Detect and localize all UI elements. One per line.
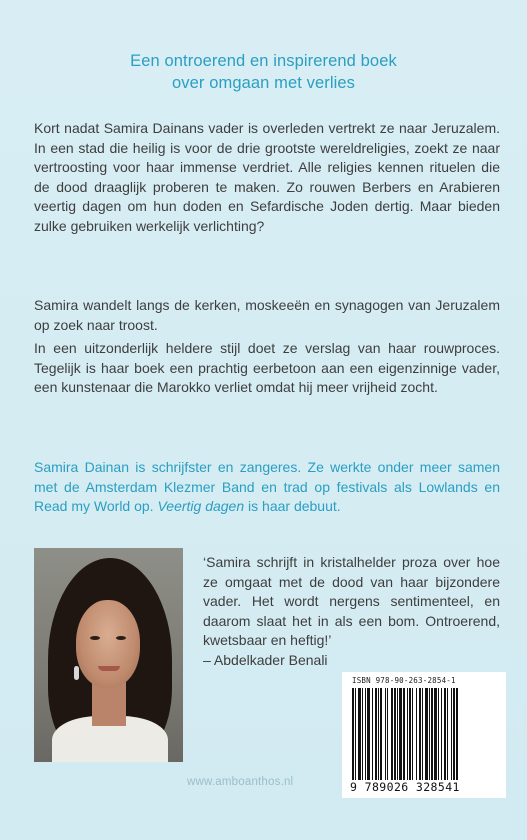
publisher-website: www.amboanthos.nl	[187, 776, 294, 788]
isbn-label: ISBN 978-90-263-2854-1	[352, 676, 456, 685]
isbn-barcode	[342, 672, 506, 798]
quote-text: ‘Samira schrijft in kristalhelder proza over hoe ze omgaat met de dood van haar bijzondere vader. Het wordt nergens sentimenteel, en daarom slaat het in als een bom. Ontroerend, kwetsbaar en heftig!’	[203, 554, 500, 649]
author-bio-text: Samira Dainan is schrijfster en zangeres. Ze werkte onder meer samen met de Amsterdam Klezmer Band en trad op festivals als Lowlands en Read my World op.	[34, 459, 500, 515]
endorsement-quote	[203, 553, 500, 671]
blurb-paragraph-1: Kort nadat Samira Dainans vader is overleden vertrekt ze naar Jeruzalem. In een stad die heilig is voor de drie grootste wereldreligies, zoekt ze naar vertroosting voor haar immense verdriet. Alle religies kennen rituelen die de dood draaglijk proberen te maken. Zo rouwen Berbers en Arabieren veertig dagen om hun doden en Sefardische Joden dertig. Maar bieden zulke gebruiken werkelijk verlichting?	[34, 120, 500, 234]
author-bio-text-end: is haar debuut.	[244, 498, 341, 515]
author-photo	[34, 548, 183, 762]
author-bio	[34, 458, 500, 517]
headline-line-2: over omgaan met verlies	[172, 74, 355, 92]
blurb-paragraph-2: Samira wandelt langs de kerken, moskeeën en synagogen van Jeruzalem op zoek naar troost.	[34, 297, 500, 333]
blurb-paragraph-3: In een uitzonderlijk heldere stijl doet ze verslag van haar rouwproces. Tegelijk is haar boek een prachtig eerbetoon aan een eigenzinnige vader, een kunstenaar die Marokko verliet omdat hij meer vrijheid zocht.	[34, 340, 500, 396]
book-title-italic: Veertig dagen	[157, 498, 245, 515]
headline-line-1: Een ontroerend en inspirerend boek	[130, 52, 397, 70]
quote-attribution: – Abdelkader Benali	[203, 651, 328, 668]
headline	[0, 50, 527, 94]
ean-digits: 9 789026 328541	[350, 780, 460, 794]
barcode-bars	[350, 688, 498, 780]
